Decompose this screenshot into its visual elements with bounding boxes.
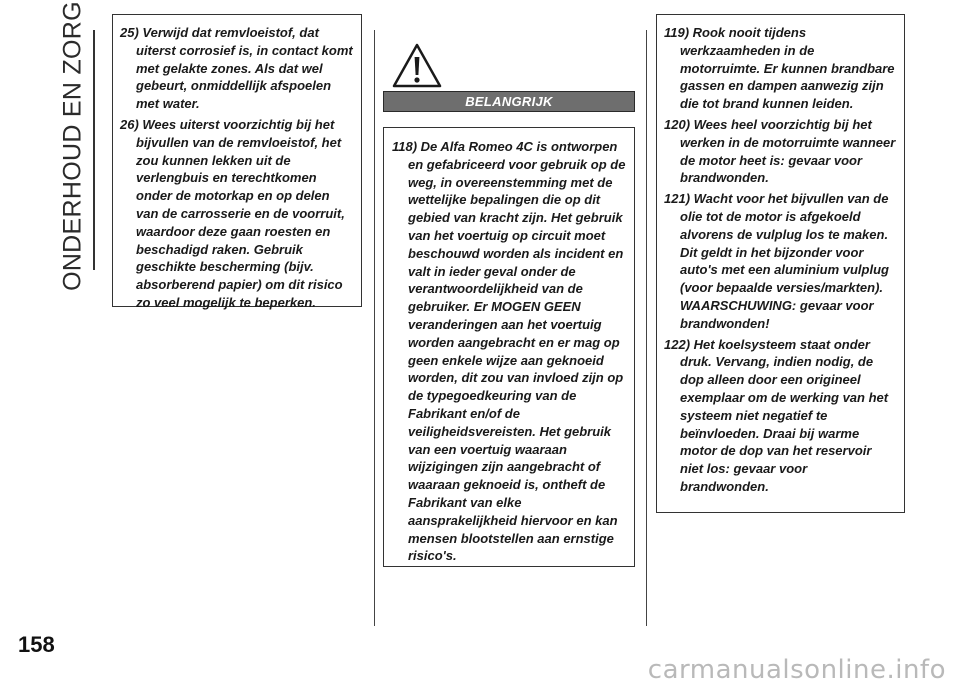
note-122: 122) Het koelsysteem staat onder druk. Vervang, indien nodig, de dop alleen door een origineel exemplaar om de werking van het systeem niet negatief te beïnvloeden. Draai bij warme motor de dop van het reservoir niet los: gevaar voor brandwonden. — [664, 336, 889, 494]
section-title-text: ONDERHOUD EN ZORG — [58, 1, 87, 291]
watermark[interactable]: carmanualsonline.info — [647, 655, 946, 685]
note-118: 118) De Alfa Romeo 4C is ontworpen en gefabriceerd voor gebruik op de weg, in overeenstemming met de wettelijke bepalingen die op dit gebied van kracht zijn. Het gebruik van het voertuig op circuit moet beschouwd worden als incident en valt in ieder geval onder de verantwoordelijkheid van de gebruiker. Er MOGEN GEEN veranderingen aan het voertuig worden aangebracht en er mag op geen enkele wijze aan geknoeid worden, dit zou van invloed zijn op de typegoedkeuring van de Fabrikant en/of de veiligheidsvereisten. Het gebruik van een voertuig waaraan wijzigingen zijn aangebracht of waaraan geknoeid is, ontheft de Fabrikant van elke aansprakelijkheid hiervoor en kan mensen blootstellen aan ernstige risico's. — [392, 139, 626, 564]
section-title-rule — [93, 30, 95, 270]
column-divider-left — [374, 30, 375, 626]
column-divider-right — [646, 30, 647, 626]
warning-triangle-icon — [392, 43, 442, 89]
important-notes-box — [383, 127, 635, 567]
note-119: 119) Rook nooit tijdens werkzaamheden in de motorruimte. Er kunnen brandbare gassen en dampen aanwezig zijn die tot brand kunnen leiden. — [664, 25, 895, 112]
note-25: 25) Verwijd dat remvloeistof, dat uiterst corrosief is, in contact komt met gelakte zones. Als dat wel gebeurt, onmiddellijk afspoelen met water. — [120, 25, 353, 112]
section-title — [48, 1, 98, 291]
note-121: 121) Wacht voor het bijvullen van de olie tot de motor is afgekoeld alvorens de vulplug los te maken. Dit geldt in het bijzonder voor auto's met een aluminium vulplug (voor bepaalde versies/markten). WAARSCHUWING: gevaar voor brandwonden! — [664, 191, 889, 331]
note-26: 26) Wees uiterst voorzichtig bij het bijvullen van de remvloeistof, het zou kunnen lekken uit de verlengbuis en terechtkomen onder de motorkap en op delen van de carrosserie en de voorruit, waardoor deze gaan roesten en beschadigd raken. Gebruik geschikte bescherming (bijv. absorberend papier) om dit risico zo veel mogelijk te beperken. — [120, 116, 345, 310]
page-number: 158 — [18, 632, 55, 657]
important-banner: BELANGRIJK — [383, 91, 635, 112]
note-120: 120) Wees heel voorzichtig bij het werken in de motorruimte wanneer de motor heet is: gevaar voor brandwonden. — [664, 116, 896, 186]
left-notes-box — [112, 14, 362, 310]
right-notes-box — [656, 14, 905, 513]
